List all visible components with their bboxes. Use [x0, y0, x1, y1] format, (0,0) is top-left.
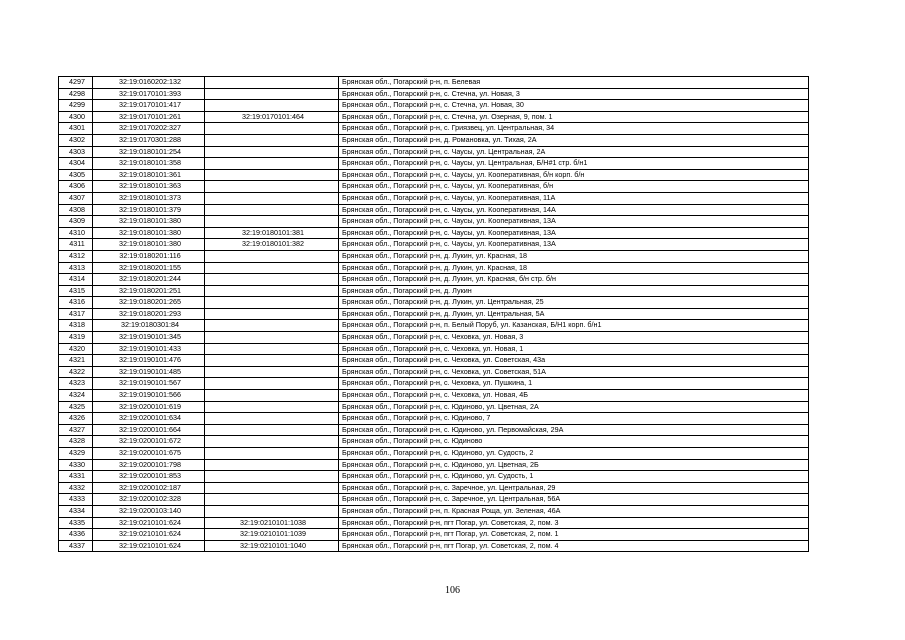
- table-row: [59, 320, 809, 332]
- address-cell: Брянская обл., Погарский р-н, с. Юдиново, ул. Цветная, 2Б: [339, 459, 809, 471]
- cadastral-number-cell: 32:19:0190101:476: [93, 355, 205, 367]
- address-cell: Брянская обл., Погарский р-н, с. Заречное, ул. Центральная, 29: [339, 482, 809, 494]
- row-number-cell: 4336: [59, 529, 93, 541]
- object-cadastral-number-cell: [205, 297, 339, 309]
- object-cadastral-number-cell: [205, 343, 339, 355]
- row-number-cell: 4318: [59, 320, 93, 332]
- object-cadastral-number-cell: 32:19:0210101:1039: [205, 529, 339, 541]
- cadastral-number-cell: 32:19:0180201:244: [93, 274, 205, 286]
- page-number: 106: [445, 585, 460, 596]
- object-cadastral-number-cell: [205, 401, 339, 413]
- table-row: [59, 204, 809, 216]
- object-cadastral-number-cell: 32:19:0210101:1040: [205, 540, 339, 552]
- table-row: [59, 482, 809, 494]
- address-cell: Брянская обл., Погарский р-н, с. Чаусы, ул. Центральная, 2А: [339, 146, 809, 158]
- row-number-cell: 4303: [59, 146, 93, 158]
- row-number-cell: 4337: [59, 540, 93, 552]
- row-number-cell: 4301: [59, 123, 93, 135]
- row-number-cell: 4335: [59, 517, 93, 529]
- cadastral-number-cell: 32:19:0200101:675: [93, 448, 205, 460]
- table-row: [59, 146, 809, 158]
- cadastral-number-cell: 32:19:0200101:664: [93, 424, 205, 436]
- address-cell: Брянская обл., Погарский р-н, с. Чеховка, ул. Советская, 43а: [339, 355, 809, 367]
- table-row: [59, 540, 809, 552]
- table-row: [59, 250, 809, 262]
- table-row: [59, 378, 809, 390]
- cadastral-number-cell: 32:19:0200103:140: [93, 505, 205, 517]
- address-cell: Брянская обл., Погарский р-н, с. Чаусы, ул. Кооперативная, 14А: [339, 204, 809, 216]
- table-row: [59, 169, 809, 181]
- row-number-cell: 4323: [59, 378, 93, 390]
- row-number-cell: 4308: [59, 204, 93, 216]
- address-cell: Брянская обл., Погарский р-н, с. Юдиново, 7: [339, 413, 809, 425]
- cadastral-number-cell: 32:19:0180201:251: [93, 285, 205, 297]
- row-number-cell: 4298: [59, 88, 93, 100]
- row-number-cell: 4320: [59, 343, 93, 355]
- cadastral-number-cell: 32:19:0170101:393: [93, 88, 205, 100]
- cadastral-number-cell: 32:19:0210101:624: [93, 517, 205, 529]
- row-number-cell: 4302: [59, 134, 93, 146]
- cadastral-number-cell: 32:19:0180201:155: [93, 262, 205, 274]
- table-row: [59, 332, 809, 344]
- object-cadastral-number-cell: [205, 88, 339, 100]
- cadastral-number-cell: 32:19:0200101:798: [93, 459, 205, 471]
- cadastral-number-cell: 32:19:0200102:187: [93, 482, 205, 494]
- row-number-cell: 4309: [59, 216, 93, 228]
- row-number-cell: 4297: [59, 77, 93, 89]
- table-row: [59, 158, 809, 170]
- address-cell: Брянская обл., Погарский р-н, с. Чеховка, ул. Новая, 3: [339, 332, 809, 344]
- address-cell: Брянская обл., Погарский р-н, с. Чеховка, ул. Пушкина, 1: [339, 378, 809, 390]
- cadastral-number-cell: 32:19:0190101:433: [93, 343, 205, 355]
- row-number-cell: 4332: [59, 482, 93, 494]
- row-number-cell: 4321: [59, 355, 93, 367]
- row-number-cell: 4311: [59, 239, 93, 251]
- address-cell: Брянская обл., Погарский р-н, д. Лукин, ул. Красная, 18: [339, 262, 809, 274]
- table-row: [59, 529, 809, 541]
- address-cell: Брянская обл., Погарский р-н, пгт Погар, ул. Советская, 2, пом. 3: [339, 517, 809, 529]
- row-number-cell: 4300: [59, 111, 93, 123]
- object-cadastral-number-cell: [205, 424, 339, 436]
- object-cadastral-number-cell: [205, 355, 339, 367]
- table-row: [59, 216, 809, 228]
- cadastral-number-cell: 32:19:0180101:373: [93, 192, 205, 204]
- row-number-cell: 4330: [59, 459, 93, 471]
- cadastral-number-cell: 32:19:0180101:379: [93, 204, 205, 216]
- address-cell: Брянская обл., Погарский р-н, пгт Погар, ул. Советская, 2, пом. 4: [339, 540, 809, 552]
- cadastral-number-cell: 32:19:0180101:254: [93, 146, 205, 158]
- row-number-cell: 4313: [59, 262, 93, 274]
- object-cadastral-number-cell: [205, 378, 339, 390]
- cadastral-number-cell: 32:19:0180301:84: [93, 320, 205, 332]
- cadastral-number-cell: 32:19:0170202:327: [93, 123, 205, 135]
- table-row: [59, 88, 809, 100]
- table-row: [59, 505, 809, 517]
- address-cell: Брянская обл., Погарский р-н, д. Лукин, ул. Красная, 18: [339, 250, 809, 262]
- address-cell: Брянская обл., Погарский р-н, с. Чаусы, ул. Кооперативная, 13А: [339, 239, 809, 251]
- row-number-cell: 4307: [59, 192, 93, 204]
- table-row: [59, 297, 809, 309]
- address-cell: Брянская обл., Погарский р-н, с. Юдиново, ул. Первомайская, 29А: [339, 424, 809, 436]
- address-cell: Брянская обл., Погарский р-н, д. Лукин, ул. Центральная, 5А: [339, 308, 809, 320]
- row-number-cell: 4299: [59, 100, 93, 112]
- table-row: [59, 285, 809, 297]
- address-cell: Брянская обл., Погарский р-н, п. Белевая: [339, 77, 809, 89]
- object-cadastral-number-cell: [205, 192, 339, 204]
- cadastral-number-cell: 32:19:0210101:624: [93, 540, 205, 552]
- address-cell: Брянская обл., Погарский р-н, с. Юдиново, ул. Цветная, 2А: [339, 401, 809, 413]
- object-cadastral-number-cell: [205, 459, 339, 471]
- cadastral-number-cell: 32:19:0180101:358: [93, 158, 205, 170]
- object-cadastral-number-cell: [205, 494, 339, 506]
- object-cadastral-number-cell: [205, 123, 339, 135]
- row-number-cell: 4325: [59, 401, 93, 413]
- address-cell: Брянская обл., Погарский р-н, с. Чеховка, ул. Новая, 4Б: [339, 390, 809, 402]
- address-cell: Брянская обл., Погарский р-н, с. Юдиново, ул. Судость, 2: [339, 448, 809, 460]
- address-cell: Брянская обл., Погарский р-н, с. Стечна, ул. Новая, 30: [339, 100, 809, 112]
- table-row: [59, 239, 809, 251]
- row-number-cell: 4324: [59, 390, 93, 402]
- address-cell: Брянская обл., Погарский р-н, п. Красная Роща, ул. Зеленая, 46А: [339, 505, 809, 517]
- object-cadastral-number-cell: [205, 181, 339, 193]
- address-cell: Брянская обл., Погарский р-н, с. Заречное, ул. Центральная, 56А: [339, 494, 809, 506]
- cadastral-number-cell: 32:19:0200102:328: [93, 494, 205, 506]
- object-cadastral-number-cell: [205, 482, 339, 494]
- table-row: [59, 424, 809, 436]
- address-cell: Брянская обл., Погарский р-н, с. Юдиново, ул. Судость, 1: [339, 471, 809, 483]
- address-cell: Брянская обл., Погарский р-н, с. Чаусы, ул. Кооперативная, 13А: [339, 216, 809, 228]
- row-number-cell: 4306: [59, 181, 93, 193]
- cadastral-number-cell: 32:19:0200101:634: [93, 413, 205, 425]
- object-cadastral-number-cell: [205, 274, 339, 286]
- object-cadastral-number-cell: [205, 436, 339, 448]
- table-row: [59, 123, 809, 135]
- object-cadastral-number-cell: [205, 390, 339, 402]
- row-number-cell: 4312: [59, 250, 93, 262]
- table-row: [59, 401, 809, 413]
- cadastral-number-cell: 32:19:0190101:345: [93, 332, 205, 344]
- row-number-cell: 4316: [59, 297, 93, 309]
- cadastral-number-cell: 32:19:0180101:380: [93, 227, 205, 239]
- table-row: [59, 494, 809, 506]
- cadastral-number-cell: 32:19:0210101:624: [93, 529, 205, 541]
- row-number-cell: 4314: [59, 274, 93, 286]
- row-number-cell: 4327: [59, 424, 93, 436]
- object-cadastral-number-cell: [205, 77, 339, 89]
- cadastral-number-cell: 32:19:0180101:380: [93, 239, 205, 251]
- table-row: [59, 77, 809, 89]
- cadastral-number-cell: 32:19:0180201:293: [93, 308, 205, 320]
- row-number-cell: 4328: [59, 436, 93, 448]
- table-row: [59, 262, 809, 274]
- address-cell: Брянская обл., Погарский р-н, с. Чеховка, ул. Новая, 1: [339, 343, 809, 355]
- cadastral-number-cell: 32:19:0170301:288: [93, 134, 205, 146]
- cadastral-number-cell: 32:19:0170101:417: [93, 100, 205, 112]
- address-cell: Брянская обл., Погарский р-н, с. Юдиново: [339, 436, 809, 448]
- table-row: [59, 471, 809, 483]
- table-row: [59, 459, 809, 471]
- table-row: [59, 100, 809, 112]
- table-row: [59, 390, 809, 402]
- address-cell: Брянская обл., Погарский р-н, д. Лукин, ул. Красная, б/н стр. б/н: [339, 274, 809, 286]
- address-cell: Брянская обл., Погарский р-н, п. Белый Поруб, ул. Казанская, Б/Н1 корп. б/н1: [339, 320, 809, 332]
- object-cadastral-number-cell: [205, 169, 339, 181]
- address-cell: Брянская обл., Погарский р-н, д. Романовка, ул. Тихая, 2А: [339, 134, 809, 146]
- row-number-cell: 4317: [59, 308, 93, 320]
- row-number-cell: 4304: [59, 158, 93, 170]
- object-cadastral-number-cell: [205, 285, 339, 297]
- register-table: [58, 76, 809, 552]
- table-row: [59, 111, 809, 123]
- object-cadastral-number-cell: 32:19:0180101:382: [205, 239, 339, 251]
- object-cadastral-number-cell: [205, 262, 339, 274]
- address-cell: Брянская обл., Погарский р-н, с. Чеховка, ул. Советская, 51А: [339, 366, 809, 378]
- table-row: [59, 366, 809, 378]
- cadastral-number-cell: 32:19:0180201:116: [93, 250, 205, 262]
- object-cadastral-number-cell: 32:19:0170101:464: [205, 111, 339, 123]
- table-row: [59, 517, 809, 529]
- object-cadastral-number-cell: [205, 505, 339, 517]
- address-cell: Брянская обл., Погарский р-н, с. Стечна, ул. Озерная, 9, пом. 1: [339, 111, 809, 123]
- address-cell: Брянская обл., Погарский р-н, д. Лукин: [339, 285, 809, 297]
- address-cell: Брянская обл., Погарский р-н, с. Чаусы, ул. Кооперативная, 11А: [339, 192, 809, 204]
- object-cadastral-number-cell: [205, 332, 339, 344]
- register-table-body: [59, 77, 809, 552]
- table-row: [59, 227, 809, 239]
- address-cell: Брянская обл., Погарский р-н, д. Лукин, ул. Центральная, 25: [339, 297, 809, 309]
- object-cadastral-number-cell: [205, 320, 339, 332]
- address-cell: Брянская обл., Погарский р-н, пгт Погар, ул. Советская, 2, пом. 1: [339, 529, 809, 541]
- table-row: [59, 355, 809, 367]
- object-cadastral-number-cell: [205, 366, 339, 378]
- table-row: [59, 343, 809, 355]
- object-cadastral-number-cell: [205, 134, 339, 146]
- row-number-cell: 4322: [59, 366, 93, 378]
- address-cell: Брянская обл., Погарский р-н, с. Чаусы, ул. Кооперативная, б/н корп. б/н: [339, 169, 809, 181]
- row-number-cell: 4333: [59, 494, 93, 506]
- cadastral-number-cell: 32:19:0180201:265: [93, 297, 205, 309]
- row-number-cell: 4334: [59, 505, 93, 517]
- row-number-cell: 4305: [59, 169, 93, 181]
- cadastral-number-cell: 32:19:0180101:380: [93, 216, 205, 228]
- cadastral-number-cell: 32:19:0190101:566: [93, 390, 205, 402]
- cadastral-number-cell: 32:19:0180101:363: [93, 181, 205, 193]
- cadastral-number-cell: 32:19:0190101:567: [93, 378, 205, 390]
- cadastral-number-cell: 32:19:0190101:485: [93, 366, 205, 378]
- row-number-cell: 4329: [59, 448, 93, 460]
- cadastral-number-cell: 32:19:0200101:853: [93, 471, 205, 483]
- cadastral-number-cell: 32:19:0160202:132: [93, 77, 205, 89]
- table-row: [59, 448, 809, 460]
- table-row: [59, 134, 809, 146]
- row-number-cell: 4315: [59, 285, 93, 297]
- address-cell: Брянская обл., Погарский р-н, с. Чаусы, ул. Кооперативная, 13А: [339, 227, 809, 239]
- address-cell: Брянская обл., Погарский р-н, с. Чаусы, ул. Центральная, Б/Н#1 стр. б/н1: [339, 158, 809, 170]
- object-cadastral-number-cell: [205, 413, 339, 425]
- address-cell: Брянская обл., Погарский р-н, с. Чаусы, ул. Кооперативная, б/н: [339, 181, 809, 193]
- table-row: [59, 308, 809, 320]
- object-cadastral-number-cell: 32:19:0210101:1038: [205, 517, 339, 529]
- row-number-cell: 4310: [59, 227, 93, 239]
- row-number-cell: 4319: [59, 332, 93, 344]
- table-row: [59, 436, 809, 448]
- object-cadastral-number-cell: [205, 308, 339, 320]
- object-cadastral-number-cell: [205, 471, 339, 483]
- object-cadastral-number-cell: [205, 146, 339, 158]
- object-cadastral-number-cell: [205, 216, 339, 228]
- cadastral-number-cell: 32:19:0180101:361: [93, 169, 205, 181]
- object-cadastral-number-cell: [205, 204, 339, 216]
- table-row: [59, 274, 809, 286]
- table-row: [59, 413, 809, 425]
- object-cadastral-number-cell: [205, 448, 339, 460]
- cadastral-number-cell: 32:19:0200101:619: [93, 401, 205, 413]
- address-cell: Брянская обл., Погарский р-н, с. Гриязвец, ул. Центральная, 34: [339, 123, 809, 135]
- table-row: [59, 181, 809, 193]
- cadastral-number-cell: 32:19:0170101:261: [93, 111, 205, 123]
- object-cadastral-number-cell: [205, 158, 339, 170]
- object-cadastral-number-cell: 32:19:0180101:381: [205, 227, 339, 239]
- table-row: [59, 192, 809, 204]
- address-cell: Брянская обл., Погарский р-н, с. Стечна, ул. Новая, 3: [339, 88, 809, 100]
- cadastral-number-cell: 32:19:0200101:672: [93, 436, 205, 448]
- row-number-cell: 4326: [59, 413, 93, 425]
- row-number-cell: 4331: [59, 471, 93, 483]
- object-cadastral-number-cell: [205, 250, 339, 262]
- object-cadastral-number-cell: [205, 100, 339, 112]
